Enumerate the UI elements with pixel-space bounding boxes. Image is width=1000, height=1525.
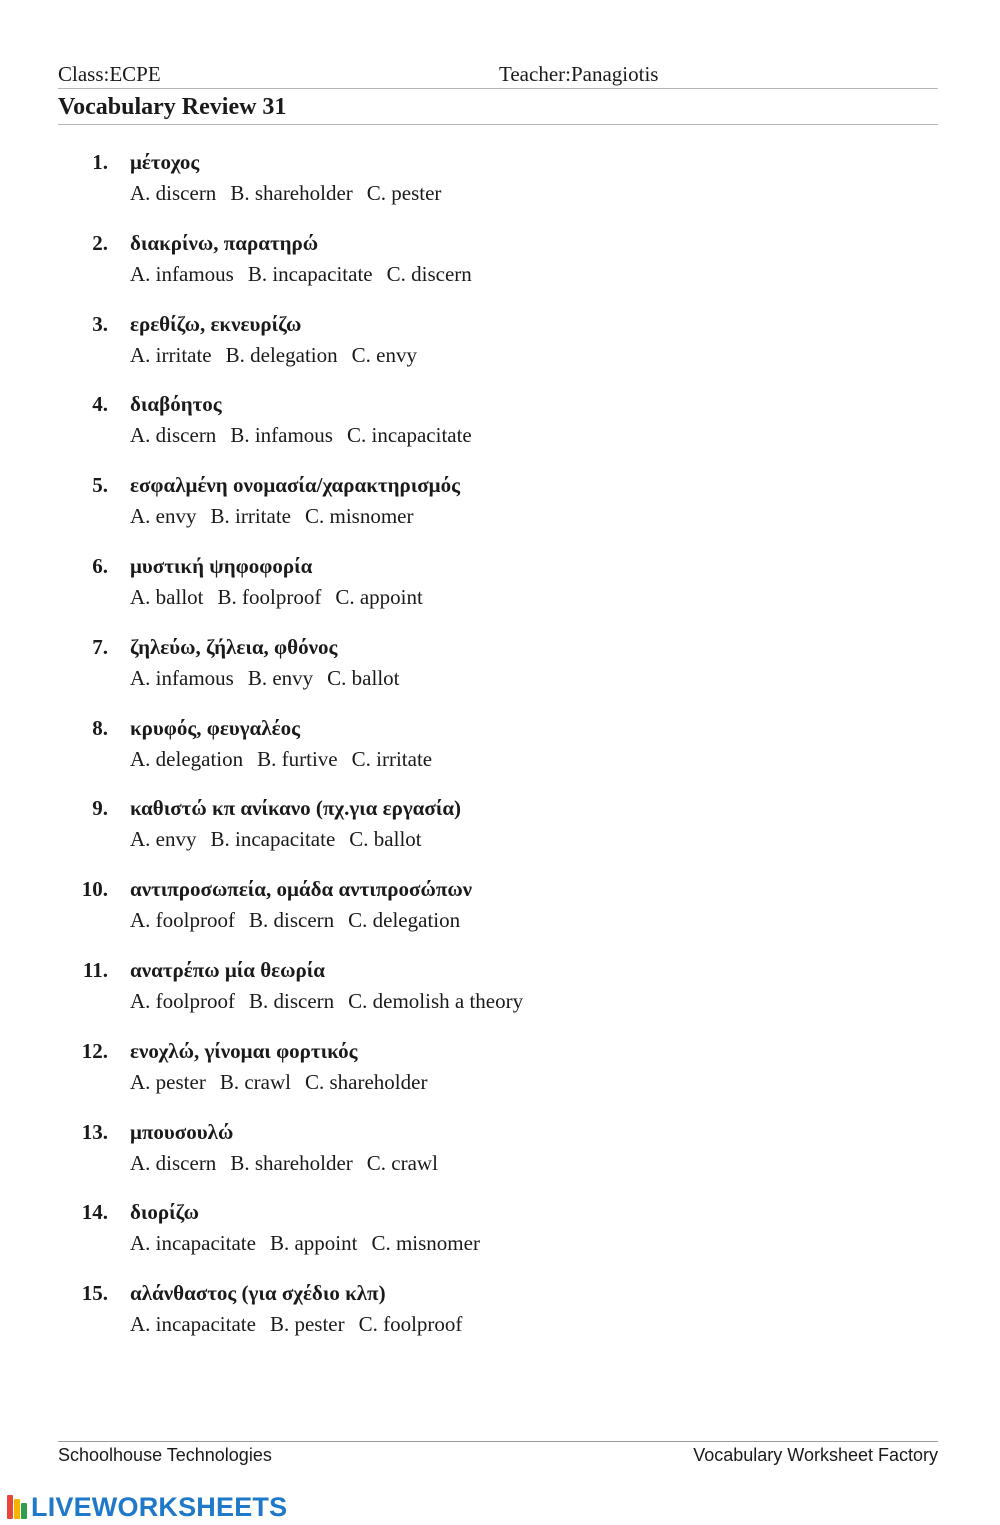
question-prompt: ερεθίζω, εκνευρίζω — [130, 311, 302, 336]
footer-product: Vocabulary Worksheet Factory — [693, 1445, 938, 1465]
answer-options — [130, 262, 486, 287]
question-item — [0, 714, 1000, 795]
answer-options — [130, 1070, 441, 1095]
question-number: 15. — [81, 1281, 108, 1306]
answer-option[interactable]: A. incapacitate — [130, 1231, 256, 1256]
answer-option[interactable]: A. foolproof — [130, 988, 235, 1013]
question-item — [0, 390, 1000, 471]
question-prompt: διακρίνω, παρατηρώ — [130, 230, 319, 255]
question-item — [0, 1279, 1000, 1360]
question-item — [0, 794, 1000, 875]
answer-option[interactable]: B. irritate — [210, 504, 291, 529]
question-number: 9. — [92, 796, 108, 821]
question-number: 10. — [81, 877, 108, 902]
question-prompt: κρυφός, φευγαλέος — [130, 715, 300, 740]
question-prompt: μπουσουλώ — [130, 1119, 234, 1144]
question-prompt: ενοχλώ, γίνομαι φορτικός — [130, 1038, 358, 1063]
answer-option[interactable]: C. shareholder — [304, 1069, 428, 1094]
question-prompt: αντιπροσωπεία, ομάδα αντιπροσώπων — [130, 877, 473, 902]
question-number: 7. — [92, 634, 108, 659]
question-number: 8. — [92, 715, 108, 740]
answer-options — [130, 504, 427, 529]
question-item — [0, 633, 1000, 714]
question-prompt: διορίζω — [130, 1200, 199, 1225]
answer-options — [130, 423, 486, 448]
footer-publisher: Schoolhouse Technologies — [58, 1445, 272, 1465]
answer-option[interactable]: A. ballot — [130, 584, 204, 609]
answer-option[interactable]: C. envy — [351, 342, 417, 367]
answer-option[interactable]: A. pester — [130, 1069, 206, 1094]
question-prompt: μέτοχος — [130, 150, 200, 174]
answer-option[interactable]: B. delegation — [225, 342, 338, 367]
liveworksheets-logo-icon — [6, 1494, 28, 1520]
answer-options — [130, 1151, 452, 1176]
answer-option[interactable]: B. discern — [248, 988, 335, 1013]
answer-option[interactable]: A. infamous — [130, 261, 234, 286]
answer-options — [130, 1312, 476, 1337]
teacher-label: Teacher:Panagiotis — [499, 62, 659, 86]
answer-option[interactable]: C. irritate — [351, 746, 433, 771]
answer-option[interactable]: C. misnomer — [371, 1231, 480, 1256]
answer-options — [130, 666, 414, 691]
answer-option[interactable]: C. foolproof — [358, 1312, 463, 1337]
page-footer — [58, 1441, 938, 1468]
answer-option[interactable]: A. discern — [130, 423, 217, 448]
answer-option[interactable]: C. pester — [366, 181, 442, 205]
answer-option[interactable]: C. ballot — [349, 827, 422, 852]
answer-option[interactable]: B. envy — [247, 665, 314, 690]
question-item — [0, 1118, 1000, 1199]
question-number: 6. — [92, 553, 108, 578]
answer-option[interactable]: A. envy — [130, 504, 197, 529]
worksheet-title: Vocabulary Review 31 — [58, 94, 287, 120]
question-number: 14. — [81, 1200, 108, 1225]
answer-option[interactable]: C. incapacitate — [346, 423, 472, 448]
title-bar — [58, 94, 938, 125]
answer-options — [130, 181, 455, 206]
answer-option[interactable]: B. incapacitate — [247, 261, 373, 286]
question-number: 11. — [82, 957, 108, 982]
answer-option[interactable]: B. incapacitate — [210, 827, 336, 852]
answer-option[interactable]: B. crawl — [219, 1069, 291, 1094]
answer-options — [130, 343, 431, 368]
question-number: 2. — [92, 230, 108, 255]
answer-option[interactable]: C. crawl — [366, 1150, 438, 1175]
answer-options — [130, 908, 474, 933]
brand-name: LIVEWORKSHEETS — [31, 1491, 288, 1522]
answer-option[interactable]: B. discern — [248, 908, 335, 933]
answer-option[interactable]: B. shareholder — [230, 181, 353, 205]
question-prompt: ανατρέπω μία θεωρία — [130, 957, 325, 982]
question-item — [0, 229, 1000, 310]
answer-option[interactable]: B. infamous — [230, 423, 333, 448]
question-item — [0, 552, 1000, 633]
question-prompt: αλάνθαστος (για σχέδιο κλπ) — [130, 1281, 386, 1306]
answer-options — [130, 1231, 494, 1256]
answer-option[interactable]: A. envy — [130, 827, 197, 852]
question-item — [0, 471, 1000, 552]
question-item — [0, 875, 1000, 956]
question-prompt: ζηλεύω, ζήλεια, φθόνος — [130, 634, 338, 659]
liveworksheets-brand[interactable] — [6, 1491, 287, 1523]
answer-options — [130, 747, 446, 772]
answer-option[interactable]: C. ballot — [327, 665, 400, 690]
question-item — [0, 1198, 1000, 1279]
question-number: 13. — [81, 1119, 108, 1144]
answer-option[interactable]: A. infamous — [130, 665, 234, 690]
answer-option[interactable]: B. foolproof — [217, 584, 322, 609]
answer-option[interactable]: C. appoint — [335, 584, 423, 609]
question-prompt: εσφαλμένη ονομασία/χαρακτηρισμός — [130, 473, 460, 498]
question-item — [0, 956, 1000, 1037]
question-prompt: καθιστώ κπ ανίκανο (πχ.για εργασία) — [130, 796, 462, 821]
question-number: 3. — [92, 311, 108, 336]
question-number: 4. — [92, 392, 108, 417]
answer-option[interactable]: A. discern — [130, 181, 217, 205]
question-number: 12. — [81, 1038, 108, 1063]
question-prompt: διαβόητος — [130, 392, 222, 417]
answer-options — [130, 585, 437, 610]
answer-option[interactable]: A. incapacitate — [130, 1312, 256, 1337]
answer-option[interactable]: C. discern — [386, 261, 472, 286]
answer-option[interactable]: A. foolproof — [130, 908, 235, 933]
class-label: Class:ECPE — [58, 62, 161, 86]
answer-option[interactable]: B. appoint — [269, 1231, 358, 1256]
answer-options — [130, 989, 537, 1014]
answer-option[interactable]: C. delegation — [348, 908, 461, 933]
question-item — [0, 148, 1000, 229]
question-list — [0, 148, 1000, 1360]
answer-option[interactable]: A. irritate — [130, 342, 212, 367]
question-item — [0, 310, 1000, 391]
answer-option[interactable]: C. demolish a theory — [348, 988, 524, 1013]
answer-options — [130, 827, 436, 852]
question-item — [0, 1037, 1000, 1118]
question-number: 1. — [92, 150, 108, 174]
answer-option[interactable]: A. discern — [130, 1150, 217, 1175]
worksheet-header — [58, 62, 938, 89]
answer-option[interactable]: B. furtive — [257, 746, 338, 771]
question-prompt: μυστική ψηφοφορία — [130, 553, 313, 578]
answer-option[interactable]: B. pester — [269, 1312, 345, 1337]
question-number: 5. — [92, 473, 108, 498]
answer-option[interactable]: A. delegation — [130, 746, 244, 771]
answer-option[interactable]: B. shareholder — [230, 1150, 353, 1175]
answer-option[interactable]: C. misnomer — [304, 504, 414, 529]
